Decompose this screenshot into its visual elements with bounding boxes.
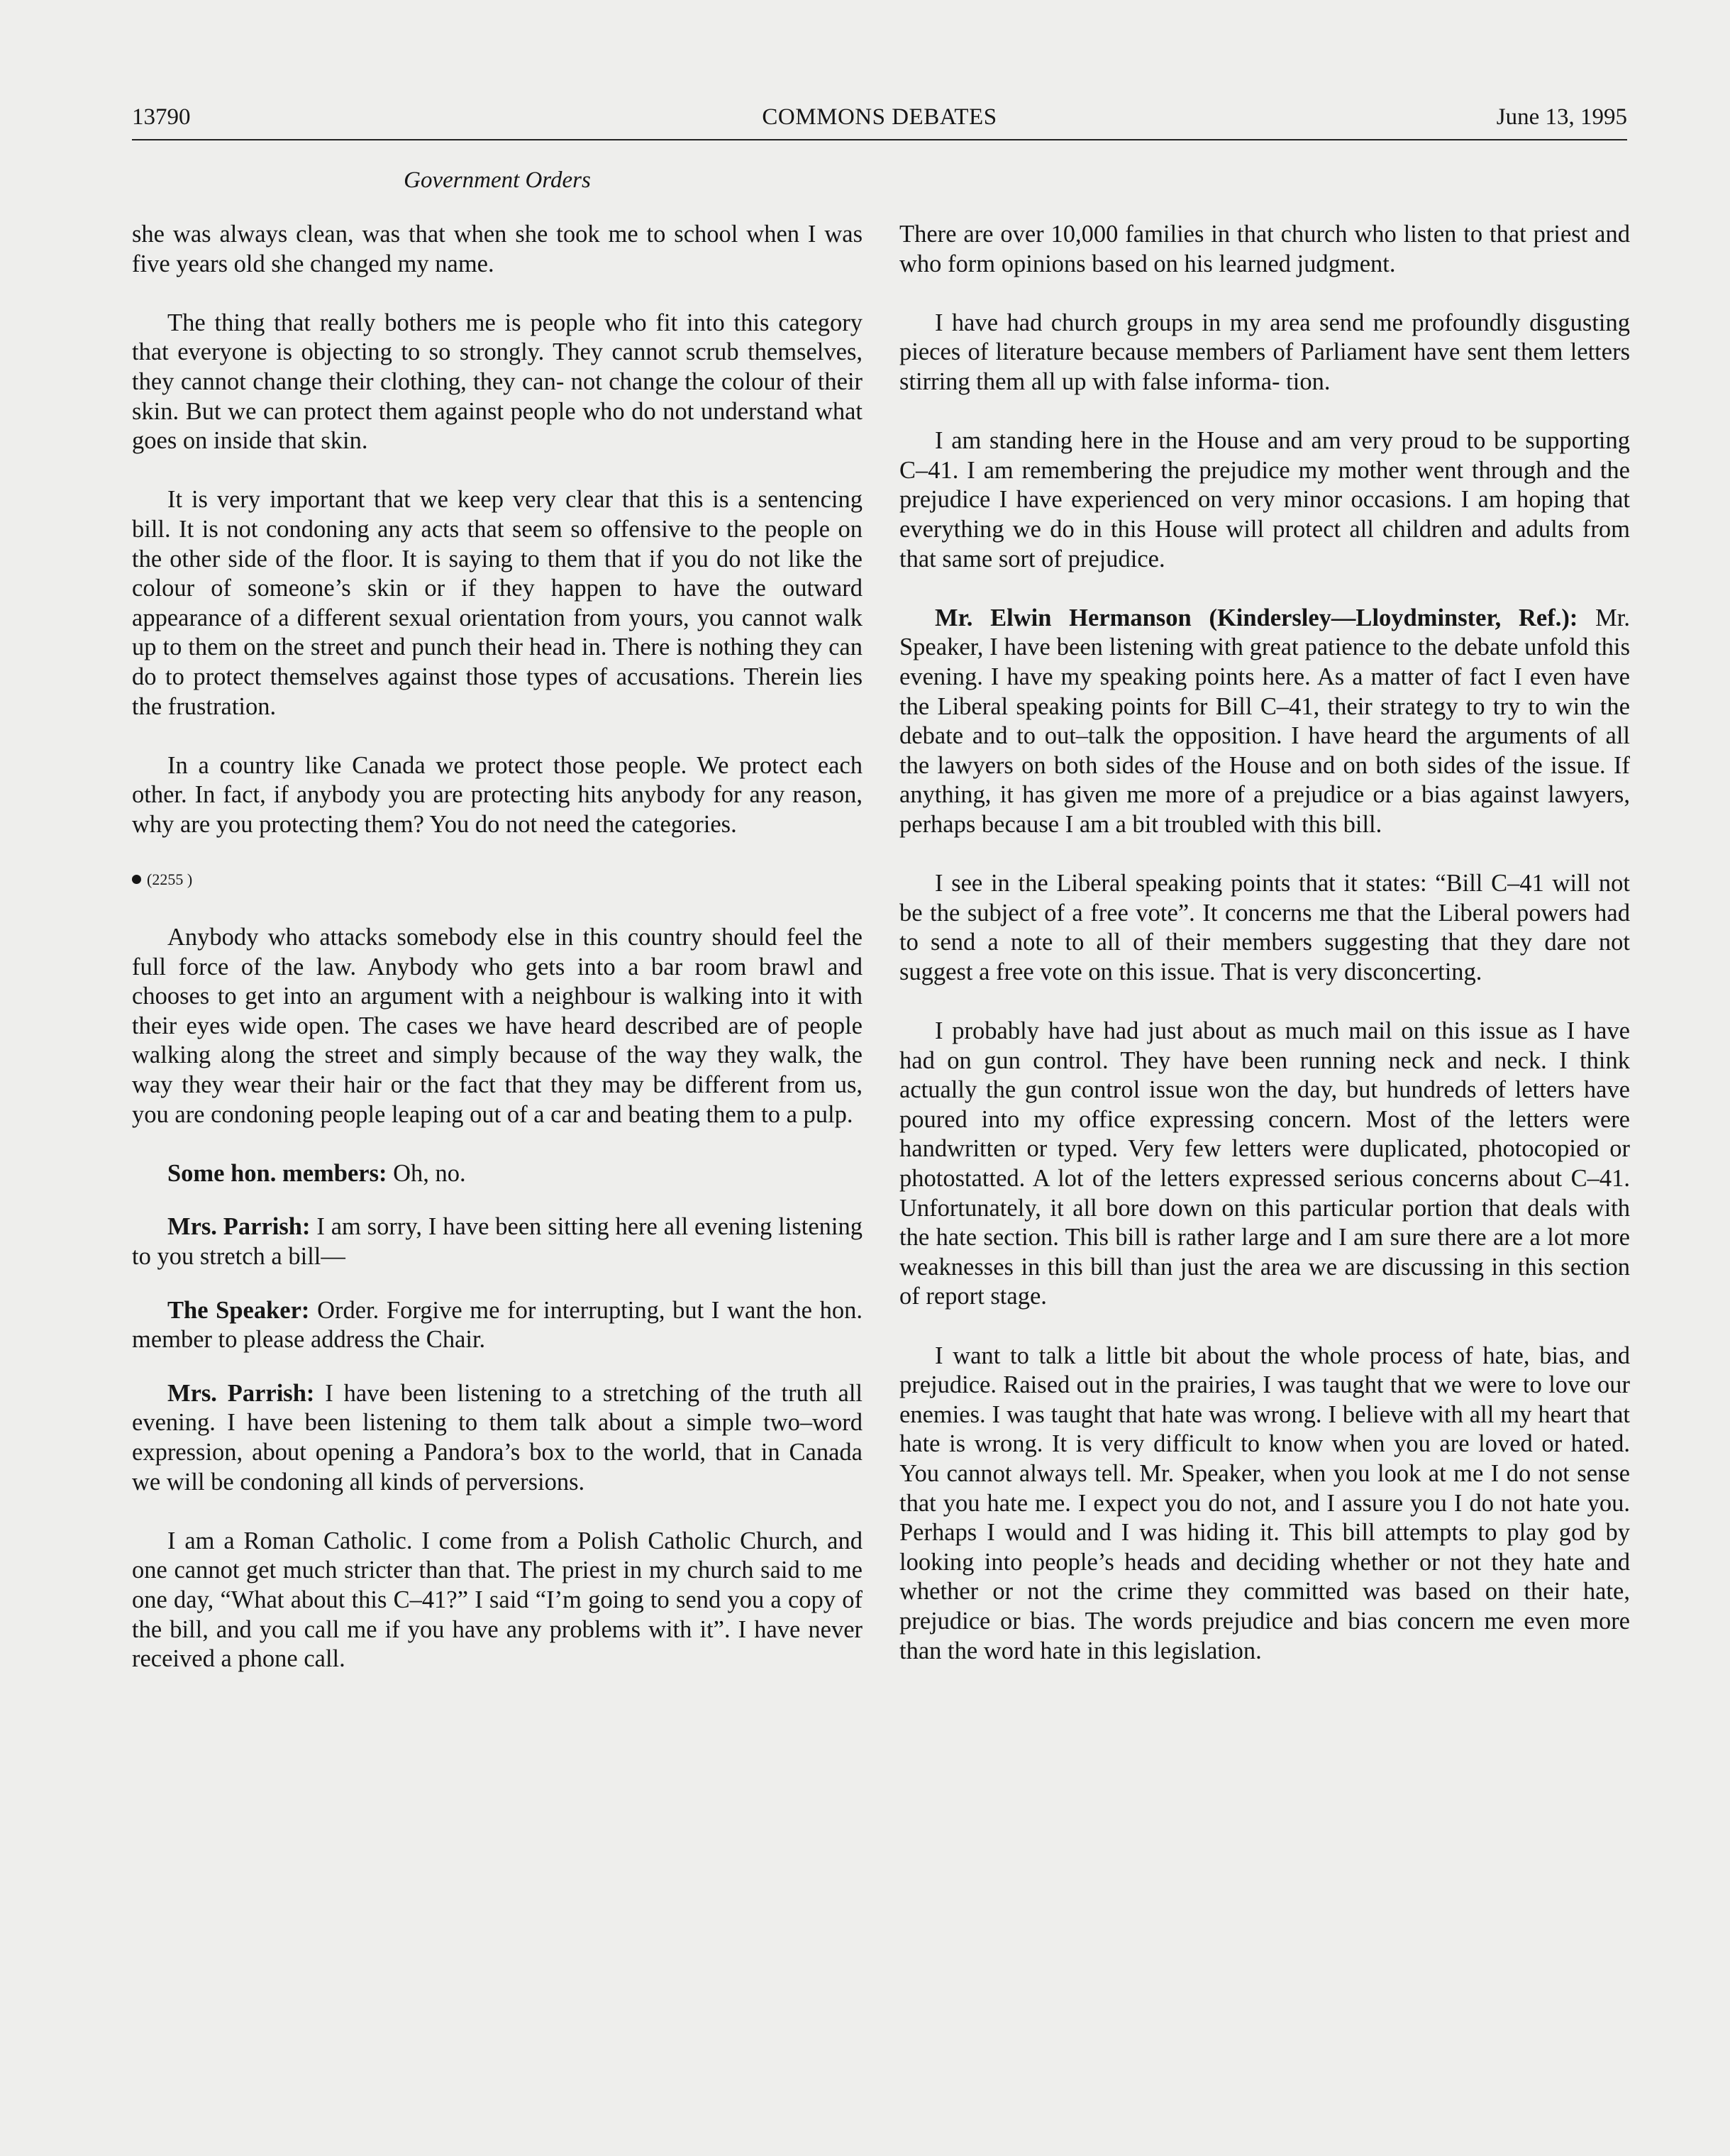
paragraph: I am a Roman Catholic. I come from a Polish Catholic Church, and one cannot get much stricter than that. The priest in my church said to me one day, “What about this C–41?” I said “I’m going to send you a copy of the bill, and you call me if you have any problems with it”. I have never received a phone call. [132, 1527, 863, 1673]
speech-text: I have been listening to a stretching of the truth all evening. I have been listening to them talk about a simple two–word expression, about opening a Pandora’s box to the world, that in Canada we will be condoning all kinds of perversions. [132, 1379, 863, 1496]
paragraph: I have had church groups in my area send me profoundly disgusting pieces of literature because members of Parliament have sent them letters stirring them all up with false informa- tion. [899, 309, 1630, 395]
speech [132, 1379, 863, 1497]
paragraph: The thing that really bothers me is people who fit into this category that everyone is objecting to so strongly. They cannot scrub themselves, they cannot change their clothing, they can- not change the colour of their skin. But we can protect them against people who do not understand what goes on inside that skin. [132, 309, 863, 455]
paragraph: Anybody who attacks somebody else in this country should feel the full force of the law. Anybody who gets into a bar room brawl and chooses to get into an argument with a neighbour is walking into it with their eyes wide open. The cases we have heard described are of people walking along the street and simply because of the way they walk, the way they wear their hair or the fact that they may be different from us, you are condoning people leaping out of a car and beating them to a pulp. [132, 924, 863, 1128]
paragraph: I probably have had just about as much mail on this issue as I have had on gun control. They have been running neck and neck. I think actually the gun control issue won the day, but hundreds of letters have poured into my office expressing concern. Most of the letters were handwritten or typed. Very few letters were duplicated, photocopied or photostatted. A lot of the letters expressed serious concerns about C–41. Unfortunately, it all bore down on this particular portion that deals with the hate section. This bill is rather large and I am sure there are a lot more weaknesses in this bill than just the area we are discussing in this section of report stage. [899, 1017, 1630, 1310]
time-marker [132, 869, 863, 890]
speech [132, 1159, 863, 1189]
page-header [132, 99, 1627, 135]
page-number: 13790 [132, 104, 191, 130]
speaker-name: Some hon. members: [167, 1159, 387, 1187]
speech [899, 604, 1630, 840]
speech [132, 1296, 863, 1355]
time-marker-text: (2255 ) [147, 870, 193, 889]
speaker-name: Mrs. Parrish: [167, 1379, 315, 1407]
speaker-name: Mr. Elwin Hermanson (Kindersley—Lloydminster, Ref.): [935, 604, 1578, 631]
speaker-name: Mrs. Parrish: [167, 1213, 311, 1241]
right-column [899, 220, 1630, 1696]
speech-text: Oh, no. [387, 1159, 466, 1187]
left-column [132, 220, 863, 1703]
speech-text: Order. Forgive me for interrupting, but I want the hon. member to please address the Chair. [132, 1296, 863, 1354]
bullet-icon [132, 875, 141, 884]
speech [132, 1212, 863, 1271]
speech-text: Mr. Speaker, I have been listening with great patience to the debate unfold this evening. I have my speaking points here. As a matter of fact I even have the Liberal speaking points for Bill C–41, their strategy to try to win the debate and to out–talk the opposition. I have heard the arguments of all the lawyers on both sides of the House and on both sides of the issue. If anything, it has given me more of a prejudice or a bias against lawyers, perhaps because I am a bit troubled with this bill. [899, 604, 1630, 838]
publication-title: COMMONS DEBATES [762, 104, 997, 130]
paragraph: It is very important that we keep very clear that this is a sentencing bill. It is not condoning any acts that seem so offensive to the people on the other side of the floor. It is saying to them that if you do not like the colour of someone’s skin or if they happen to have the outward appearance of a different sexual orientation from yours, you cannot walk up to them on the street and punch their head in. There is nothing they can do to protect themselves against those types of accusations. Therein lies the frustration. [132, 486, 863, 720]
paragraph: There are over 10,000 families in that church who listen to that priest and who form opinions based on his learned judgment. [899, 221, 1630, 277]
header-rule [132, 139, 1627, 140]
paragraph: I am standing here in the House and am very proud to be supporting C–41. I am remembering the prejudice my mother went through and the prejudice I have experienced on very minor occasions. I am hoping that everything we do in this House will protect all children and adults from that same sort of prejudice. [899, 427, 1630, 573]
paragraph: I see in the Liberal speaking points that it states: “Bill C–41 will not be the subject of a free vote”. It concerns me that the Liberal powers had to send a note to all of their members suggesting that they dare not suggest a free vote on this issue. That is very disconcerting. [899, 870, 1630, 985]
speaker-name: The Speaker: [167, 1296, 310, 1324]
speech-text: I am sorry, I have been sitting here all evening listening to you stretch a bill— [132, 1213, 863, 1270]
paragraph: I want to talk a little bit about the whole process of hate, bias, and prejudice. Raised out in the prairies, I was taught that we were to love our enemies. I was taught that hate was wrong. I believe with all my heart that hate is wrong. It is very difficult to know when you are loved or hated. You cannot always tell. Mr. Speaker, when you look at me I do not sense that you hate me. I expect you do not, and I assure you I do not hate you. Perhaps I would and I was hiding it. This bill attempts to play god by looking into people’s heads and deciding whether or not they hate and whether or not the crime they committed was based on their hate, prejudice or bias. The words prejudice and bias concern me even more than the word hate in this legislation. [899, 1342, 1630, 1664]
section-title: Government Orders [404, 167, 591, 193]
paragraph: In a country like Canada we protect those people. We protect each other. In fact, if anybody you are protecting hits anybody for any reason, why are you protecting them? You do not need the categories. [132, 751, 863, 838]
paragraph: she was always clean, was that when she took me to school when I was five years old she changed my name. [132, 221, 863, 277]
publication-date: June 13, 1995 [1496, 104, 1627, 130]
